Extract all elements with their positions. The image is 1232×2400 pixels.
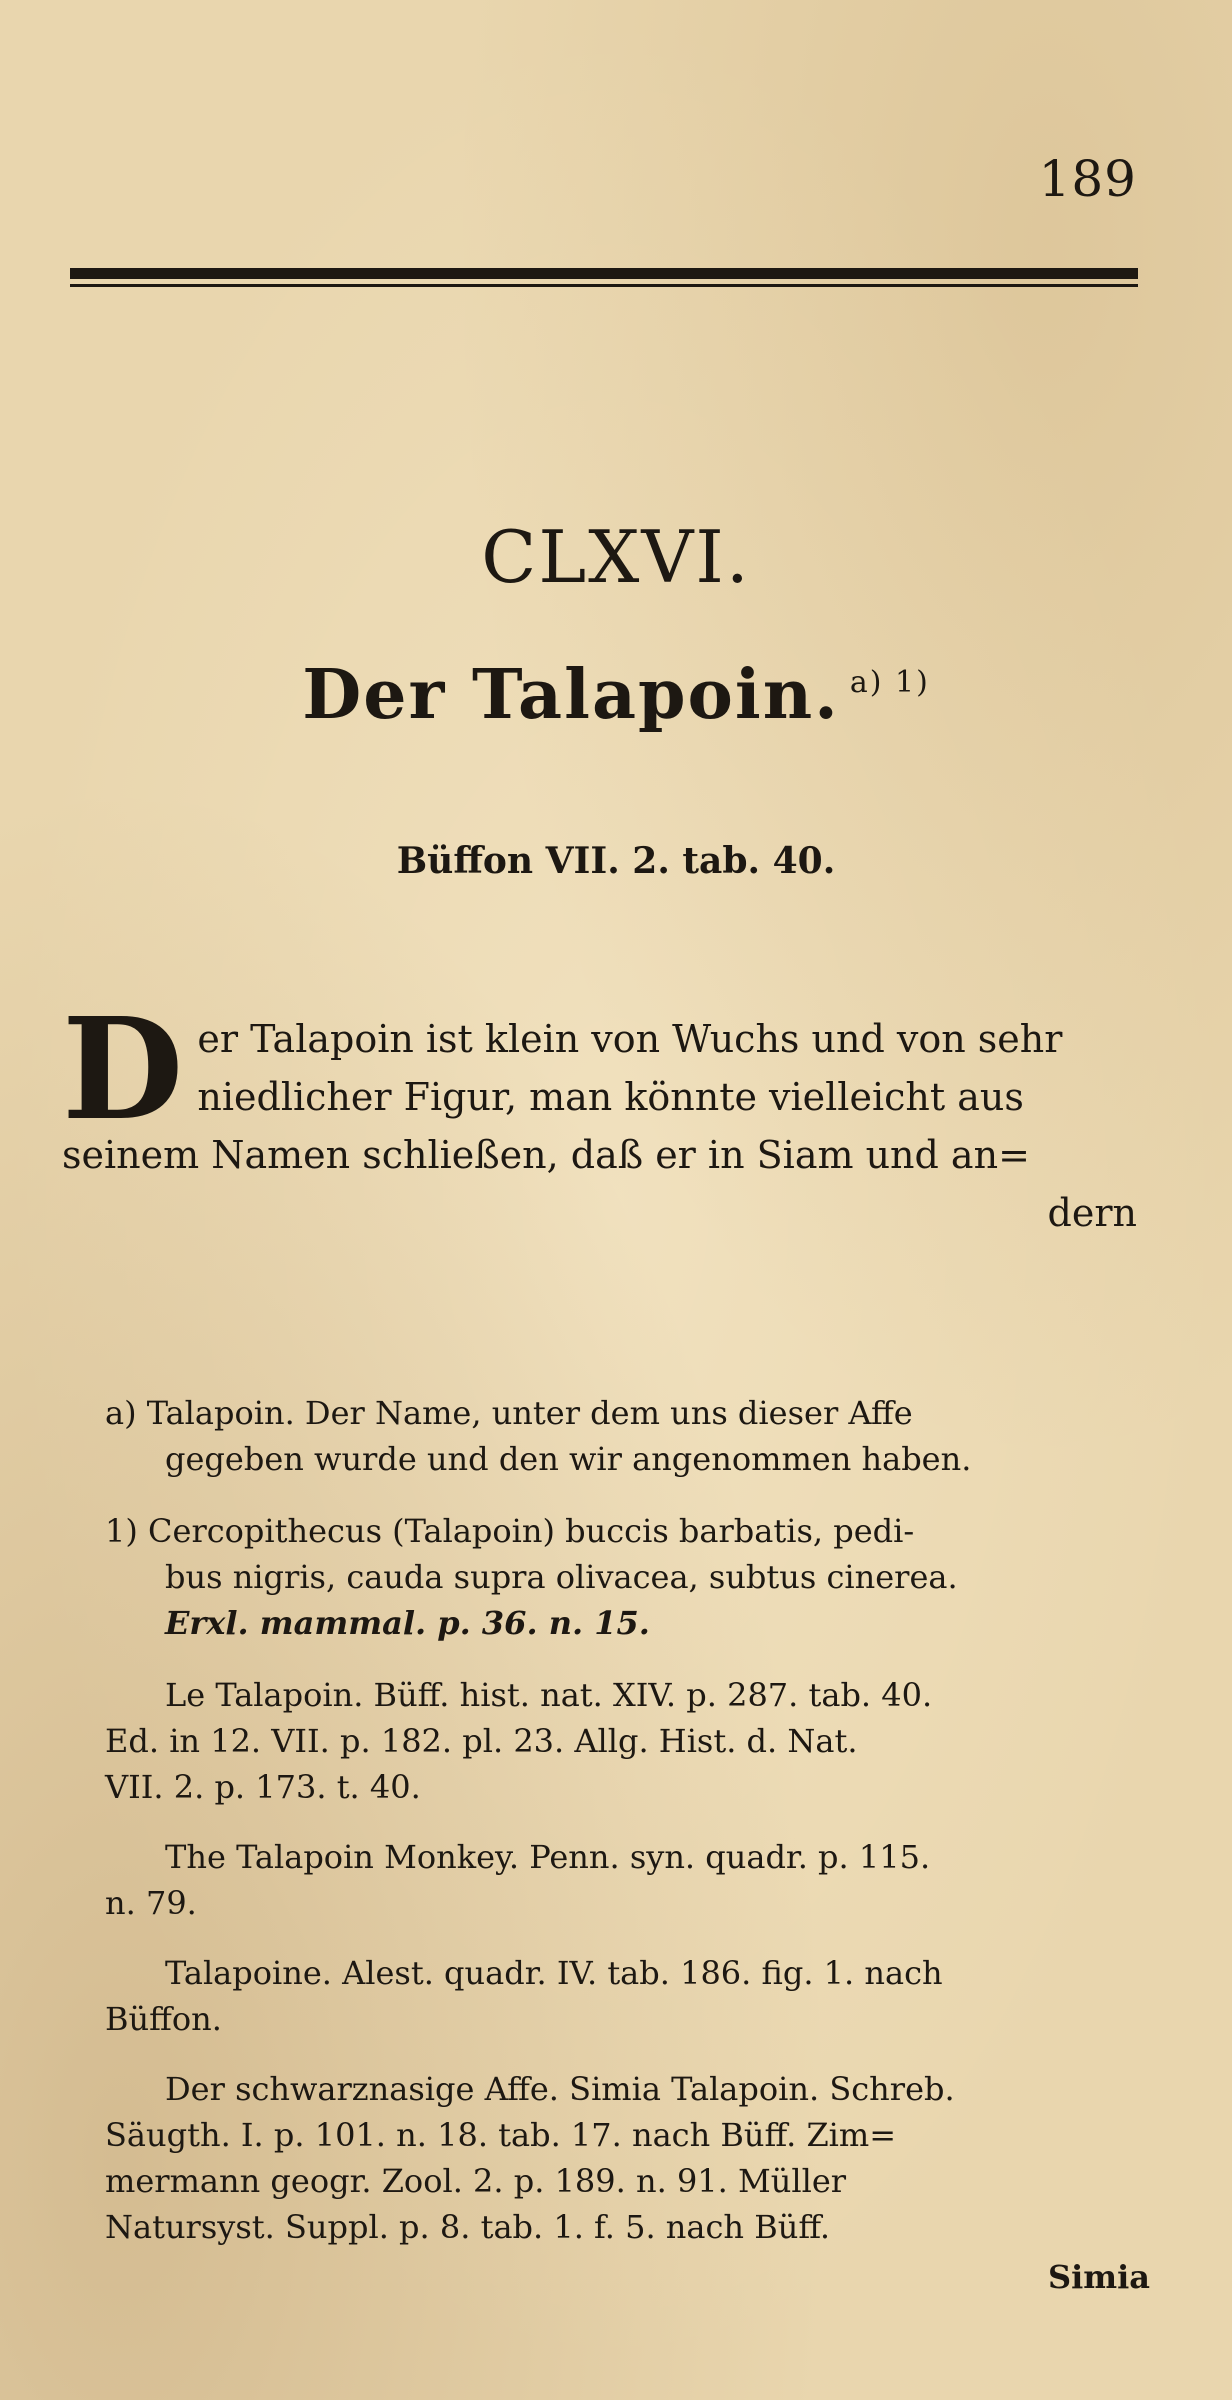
reference-entry [105,1950,1150,2042]
reference-entry [105,1834,1150,1926]
body-line: seinem Namen schließen, daß er in Siam und an= [62,1133,1030,1177]
body-paragraph [62,988,1137,1242]
footnote-line: bus nigris, cauda supra olivacea, subtus cinerea. [165,1558,958,1596]
footnote-line: a) Talapoin. Der Name, unter dem uns dieser Affe [105,1394,913,1432]
body-line: er Talapoin ist klein von Wuchs und von sehr [197,1017,1063,1061]
footnotes [105,1390,1150,2274]
chapter-number: CLXVI. [481,515,751,599]
reference-line: mermann geogr. Zool. 2. p. 189. n. 91. Müller [105,2162,847,2200]
reference-entry [105,2066,1150,2250]
footnote-1 [105,1508,1150,1646]
reference-line: Büffon. [105,2000,222,2038]
chapter-title-footnote-refs: a) 1) [849,665,930,700]
reference-line: Der schwarznasige Affe. Simia Talapoin. Schreb. [165,2070,955,2108]
reference-line: Ed. in 12. VII. p. 182. pl. 23. Allg. Hist. d. Nat. [105,1722,858,1760]
reference-line: Säugth. I. p. 101. n. 18. tab. 17. nach Büff. Zim= [105,2116,897,2154]
footnote-line: 1) Cercopithecus (Talapoin) buccis barbatis, pedi- [105,1512,915,1550]
reference-line: The Talapoin Monkey. Penn. syn. quadr. p. 115. [165,1838,931,1876]
chapter-title-text: Der Talapoin. [302,655,840,735]
body-line: niedlicher Figur, man könnte vielleicht aus [197,1075,1024,1119]
reference-line: Talapoine. Alest. quadr. IV. tab. 186. fig. 1. nach [165,1954,943,1992]
reference-line: Natursyst. Suppl. p. 8. tab. 1. f. 5. nach Büff. [105,2208,831,2246]
reference-line: Le Talapoin. Büff. hist. nat. XIV. p. 287. tab. 40. [165,1676,933,1714]
source-reference: Büffon VII. 2. tab. 40. [396,840,836,882]
header-rule-thin [70,284,1138,287]
body-catchword: dern [1047,1191,1137,1235]
footnote-line: Erxl. mammal. p. 36. n. 15. [165,1604,650,1642]
drop-cap: D [62,988,184,1152]
header-rule-thick [70,268,1138,279]
page-number: 189 [1038,150,1137,208]
footnote-line: gegeben wurde und den wir angenommen haben. [165,1440,972,1478]
reference-line: VII. 2. p. 173. t. 40. [105,1768,421,1806]
reference-line: n. 79. [105,1884,197,1922]
reference-entry [105,1672,1150,1810]
footnote-a [105,1390,1150,1482]
chapter-title [0,655,1232,735]
page-catchword: Simia [1047,2258,1150,2296]
